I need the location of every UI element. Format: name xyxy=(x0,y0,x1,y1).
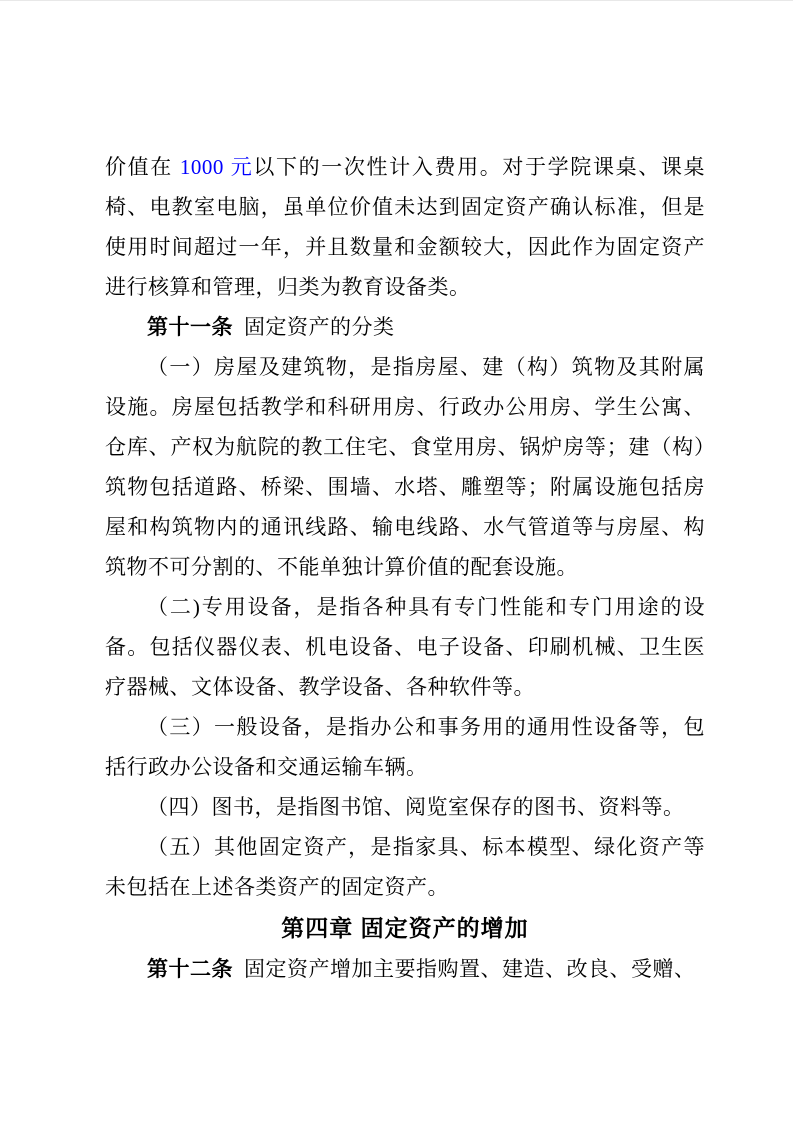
article-11-label: 第十一条 xyxy=(147,315,233,339)
document-content xyxy=(105,147,705,989)
amount-highlight: 1000 元 xyxy=(179,155,254,179)
article-11-title: 固定资产的分类 xyxy=(244,315,395,339)
list-item-5: （五）其他固定资产，是指家具、标本模型、绿化资产等未包括在上述各类资产的固定资产。 xyxy=(105,835,705,899)
para-continued-post: 以下的一次性计入费用。对于学院课桌、课桌椅、电教室电脑，虽单位价值未达到固定资产确认标准，但是使用时间超过一年，并且数量和金额较大，因此作为固定资产进行核算和管理，归类为教育设备类。 xyxy=(105,155,706,299)
paragraph-continued xyxy=(105,147,705,307)
list-item-2: （二)专用设备，是指各种具有专门性能和专门用途的设备。包括仪器仪表、机电设备、电子设备、印刷机械、卫生医疗器械、文体设备、教学设备、各种软件等。 xyxy=(105,595,705,699)
para-continued-pre: 价值在 xyxy=(105,155,180,179)
chapter-heading: 第四章 固定资产的增加 xyxy=(281,915,529,941)
article-11 xyxy=(105,307,705,347)
list-item-4: （四）图书，是指图书馆、阅览室保存的图书、资料等。 xyxy=(147,795,685,819)
article-12 xyxy=(105,949,705,989)
article-12-label: 第十二条 xyxy=(147,957,233,981)
article-12-body: 固定资产增加主要指购置、建造、改良、受赠、 xyxy=(244,957,696,981)
list-item-1: （一）房屋及建筑物，是指房屋、建（构）筑物及其附属设施。房屋包括教学和科研用房、行政办公用房、学生公寓、仓库、产权为航院的教工住宅、食堂用房、锅炉房等；建（构）筑物包括道路、桥梁、围墙、水塔、雕塑等；附属设施包括房屋和构筑物内的通讯线路、输电线路、水气管道等与房屋、构筑物不可分割的、不能单独计算价值的配套设施。 xyxy=(105,355,705,579)
list-item-3: （三）一般设备，是指办公和事务用的通用性设备等，包括行政办公设备和交通运输车辆。 xyxy=(105,715,705,779)
